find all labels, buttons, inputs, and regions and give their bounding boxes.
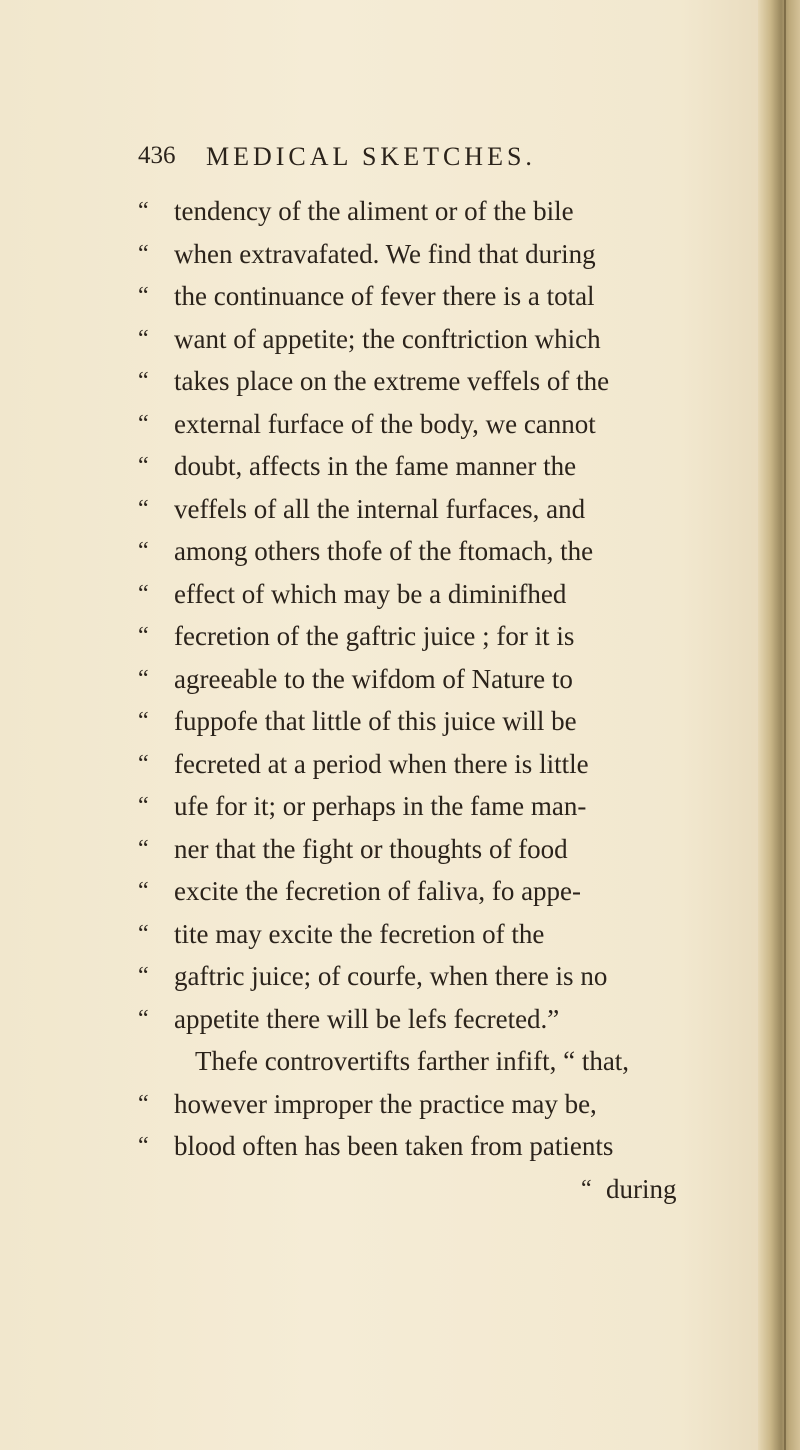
text-line	[138, 403, 743, 446]
quote-mark: “	[138, 963, 149, 989]
catchword: during	[606, 1173, 677, 1204]
text-line	[138, 998, 743, 1041]
quote-mark: “	[581, 1175, 592, 1202]
text-line	[138, 828, 743, 871]
text-line	[138, 360, 743, 403]
quote-mark: “	[138, 665, 149, 692]
quote-mark: “	[138, 1133, 149, 1159]
paragraph-start-line	[138, 1040, 743, 1083]
quote-mark: “	[138, 1090, 149, 1117]
quote-mark: “	[138, 325, 149, 352]
line-text: gaftric juice; of courfe, when there is no	[174, 961, 608, 991]
text-line	[138, 615, 743, 658]
text-line	[138, 743, 743, 786]
line-text: however improper the practice may be,	[174, 1088, 597, 1119]
quote-mark: “	[138, 410, 149, 437]
text-line	[138, 233, 743, 276]
line-text: effect of which may be a diminifhed	[174, 578, 567, 609]
quote-mark: “	[138, 283, 149, 309]
text-line	[138, 190, 743, 233]
quote-mark: “	[138, 495, 149, 522]
text-line	[138, 1083, 743, 1126]
body-text	[138, 190, 743, 1210]
page-header	[138, 142, 698, 178]
quote-mark: “	[138, 538, 149, 564]
text-line	[138, 870, 743, 913]
text-line	[138, 913, 743, 956]
text-line	[138, 955, 743, 998]
line-text: veffels of all the internal furfaces, and	[174, 493, 586, 524]
text-line	[138, 530, 743, 573]
line-text: fecretion of the gaftric juice ; for it is	[174, 621, 575, 651]
running-head: MEDICAL SKETCHES.	[206, 142, 536, 171]
line-text: blood often has been taken from patients	[174, 1131, 614, 1161]
line-text: doubt, affects in the fame manner the	[174, 451, 577, 481]
text-line	[138, 275, 743, 318]
quote-mark: “	[138, 1005, 149, 1032]
quote-mark: “	[138, 878, 149, 904]
text-line	[138, 700, 743, 743]
line-text: Thefe controvertifts farther infift, “ that,	[195, 1046, 630, 1076]
line-text: ner that the fight or thoughts of food	[174, 833, 568, 864]
text-line	[138, 658, 743, 701]
catchword-line	[138, 1168, 743, 1211]
line-text: when extravafated. We find that during	[174, 238, 596, 269]
page-number: 436	[138, 142, 176, 169]
quote-mark: “	[138, 240, 149, 267]
quote-mark: “	[138, 623, 149, 649]
line-text: the continuance of fever there is a total	[174, 281, 595, 311]
page-edge	[758, 0, 800, 1450]
text-line	[138, 785, 743, 828]
line-text: want of appetite; the conftriction which	[174, 323, 601, 354]
line-text: among others thofe of the ftomach, the	[174, 536, 594, 566]
quote-mark: “	[138, 198, 149, 224]
quote-mark: “	[138, 793, 149, 819]
quote-mark: “	[138, 580, 149, 607]
quote-mark: “	[138, 920, 149, 947]
line-text: appetite there will be lefs fecreted.”	[174, 1003, 560, 1034]
line-text: excite the fecretion of faliva, fo appe-	[174, 876, 582, 906]
line-text: external furface of the body, we cannot	[174, 408, 596, 439]
quote-mark: “	[138, 835, 149, 862]
quote-mark: “	[138, 368, 149, 394]
quote-mark: “	[138, 708, 149, 734]
line-text: ufe for it; or perhaps in the fame man-	[174, 791, 587, 821]
line-text: takes place on the extreme veffels of the	[174, 366, 610, 396]
text-line	[138, 573, 743, 616]
text-line	[138, 318, 743, 361]
line-text: tite may excite the fecretion of the	[174, 918, 545, 949]
quote-mark: “	[138, 750, 149, 777]
quote-mark: “	[138, 453, 149, 479]
line-text: agreeable to the wifdom of Nature to	[174, 663, 573, 694]
text-line	[138, 445, 743, 488]
line-text: fuppofe that little of this juice will be	[174, 706, 577, 736]
line-text: fecreted at a period when there is little	[174, 748, 589, 779]
page-edge-line	[784, 0, 786, 1450]
line-text: tendency of the aliment or of the bile	[174, 196, 574, 226]
text-line	[138, 488, 743, 531]
text-line	[138, 1125, 743, 1168]
